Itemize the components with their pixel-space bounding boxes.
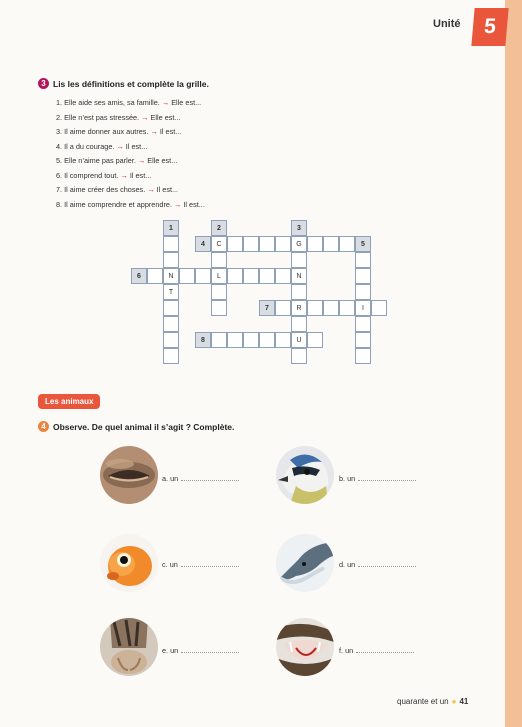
goldfish-image — [100, 534, 158, 592]
crossword-empty-cell[interactable] — [339, 236, 355, 252]
crossword-empty-cell[interactable] — [275, 332, 291, 348]
definition-item: 2. Elle n’est pas stressée. → Elle est... — [56, 112, 181, 122]
exercise-instruction: Observe. De quel animal il s’agit ? Complète. — [53, 421, 235, 432]
crossword-empty-cell[interactable] — [147, 268, 163, 284]
definition-item: 3. Il aime donner aux autres. → Il est... — [56, 127, 182, 136]
page-number-words: quarante et un — [397, 697, 449, 706]
crossword-empty-cell[interactable] — [179, 268, 195, 284]
crossword-empty-cell[interactable] — [339, 300, 355, 316]
crossword-empty-cell[interactable] — [227, 236, 243, 252]
answer-f: f. un — [339, 646, 414, 655]
crossword-empty-cell[interactable] — [307, 332, 323, 348]
answer-d: d. un — [339, 560, 416, 569]
crossword-empty-cell[interactable] — [163, 236, 179, 252]
definition-item: 6. Il comprend tout. → Il est... — [56, 170, 152, 180]
definition-item: 8. Il aime comprendre et apprendre. → Il est... — [56, 199, 205, 209]
crossword-empty-cell[interactable] — [163, 252, 179, 268]
answer-e: e. un — [162, 646, 239, 655]
crossword-empty-cell[interactable] — [355, 316, 371, 332]
definition-item: 1. Elle aide ses amis, sa famille. → Elle est... — [56, 98, 202, 107]
answer-c: c. un — [162, 560, 239, 569]
answer-blank[interactable] — [181, 652, 239, 653]
exercise-instruction: Lis les définitions et complète la grille. — [53, 78, 209, 89]
unit-number-badge: 5 — [471, 8, 508, 46]
definition-item: 5. Elle n’aime pas parler. → Elle est... — [56, 156, 178, 165]
crossword-empty-cell[interactable] — [355, 348, 371, 364]
crossword-empty-cell[interactable] — [227, 332, 243, 348]
crossword-letter-cell[interactable]: U — [291, 332, 307, 348]
crossword-letter-cell[interactable]: N — [291, 268, 307, 284]
crossword-letter-cell[interactable]: T — [163, 284, 179, 300]
footer-dot-icon: ● — [451, 697, 457, 706]
crossword-empty-cell[interactable] — [323, 300, 339, 316]
crossword-empty-cell[interactable] — [227, 268, 243, 284]
crossword-number-cell: 6 — [131, 268, 147, 284]
definition-list — [56, 96, 205, 212]
crossword-number-cell: 1 — [163, 220, 179, 236]
snake-mouth-image — [276, 618, 334, 676]
crossword-empty-cell[interactable] — [259, 268, 275, 284]
crossword-empty-cell[interactable] — [259, 332, 275, 348]
crossword-empty-cell[interactable] — [211, 252, 227, 268]
crossword-letter-cell[interactable]: I — [355, 300, 371, 316]
eye-closeup-image — [100, 446, 158, 504]
crossword-empty-cell[interactable] — [243, 236, 259, 252]
crossword-empty-cell[interactable] — [259, 236, 275, 252]
crossword-empty-cell[interactable] — [275, 268, 291, 284]
bird-image — [276, 446, 334, 504]
crossword-empty-cell[interactable] — [307, 300, 323, 316]
crossword-empty-cell[interactable] — [211, 332, 227, 348]
dolphin-image — [276, 534, 334, 592]
crossword-empty-cell[interactable] — [275, 300, 291, 316]
cat-paw-image — [100, 618, 158, 676]
answer-blank[interactable] — [356, 652, 414, 653]
crossword-number-cell: 5 — [355, 236, 371, 252]
section-tag: Les animaux — [38, 394, 100, 409]
crossword-empty-cell[interactable] — [163, 348, 179, 364]
unit-label: Unité — [433, 18, 461, 30]
crossword-number-cell: 4 — [195, 236, 211, 252]
answer-blank[interactable] — [358, 480, 416, 481]
crossword-empty-cell[interactable] — [243, 268, 259, 284]
crossword-empty-cell[interactable] — [211, 284, 227, 300]
page-number: 41 — [459, 697, 469, 706]
crossword-empty-cell[interactable] — [355, 284, 371, 300]
crossword-empty-cell[interactable] — [195, 268, 211, 284]
crossword-letter-cell[interactable]: L — [211, 268, 227, 284]
crossword-empty-cell[interactable] — [291, 252, 307, 268]
definition-item: 4. Il a du courage. → Il est... — [56, 141, 148, 151]
side-color-bar — [505, 0, 522, 727]
page-footer — [397, 697, 468, 706]
answer-blank[interactable] — [358, 566, 416, 567]
exercise-3-title — [38, 78, 209, 89]
crossword-letter-cell[interactable]: C — [211, 236, 227, 252]
crossword-empty-cell[interactable] — [355, 332, 371, 348]
crossword-empty-cell[interactable] — [243, 332, 259, 348]
crossword-number-cell: 8 — [195, 332, 211, 348]
crossword-number-cell: 2 — [211, 220, 227, 236]
answer-blank[interactable] — [181, 566, 239, 567]
crossword-empty-cell[interactable] — [275, 236, 291, 252]
exercise-number-badge: 4 — [38, 421, 49, 432]
answer-a: a. un — [162, 474, 239, 483]
crossword-empty-cell[interactable] — [307, 236, 323, 252]
crossword-empty-cell[interactable] — [323, 236, 339, 252]
crossword-empty-cell[interactable] — [355, 268, 371, 284]
crossword-number-cell: 7 — [259, 300, 275, 316]
crossword-empty-cell[interactable] — [291, 316, 307, 332]
crossword-empty-cell[interactable] — [211, 300, 227, 316]
exercise-4-title — [38, 421, 234, 432]
crossword-empty-cell[interactable] — [371, 300, 387, 316]
crossword-letter-cell[interactable]: G — [291, 236, 307, 252]
crossword-letter-cell[interactable]: R — [291, 300, 307, 316]
answer-b: b. un — [339, 474, 416, 483]
crossword-letter-cell[interactable]: N — [163, 268, 179, 284]
exercise-number-badge: 3 — [38, 78, 49, 89]
crossword-empty-cell[interactable] — [291, 284, 307, 300]
answer-blank[interactable] — [181, 480, 239, 481]
definition-item: 7. Il aime créer des choses. → Il est... — [56, 185, 179, 194]
crossword-empty-cell[interactable] — [355, 252, 371, 268]
crossword-number-cell: 3 — [291, 220, 307, 236]
crossword-empty-cell[interactable] — [163, 316, 179, 332]
crossword-empty-cell[interactable] — [163, 300, 179, 316]
crossword-empty-cell[interactable] — [163, 332, 179, 348]
crossword-empty-cell[interactable] — [291, 348, 307, 364]
